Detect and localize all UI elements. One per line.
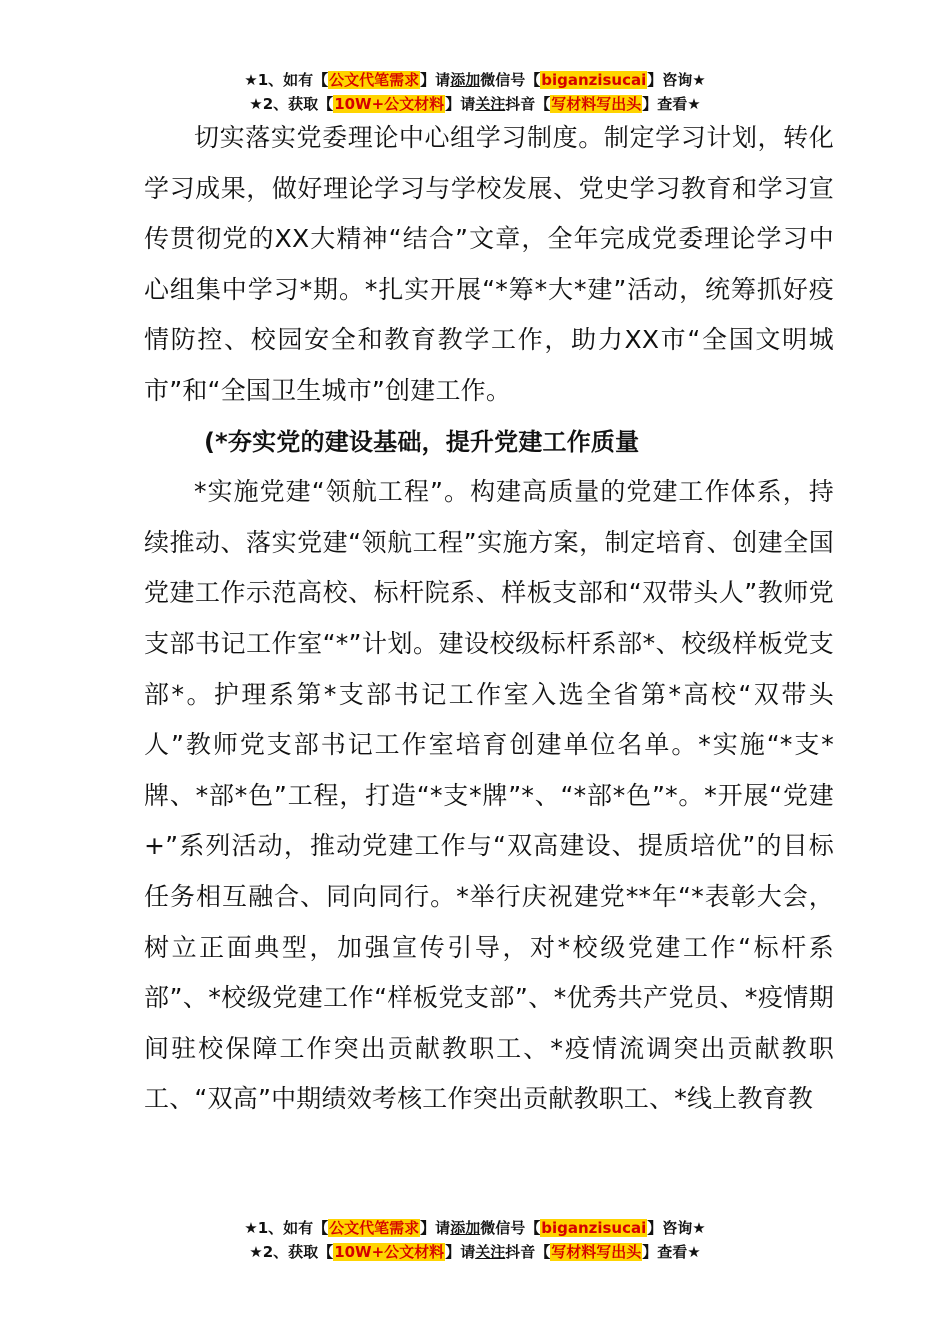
promo-line-2: ★2、获取【10W+公文材料】请关注抖音【写材料写出头】查看★ — [249, 95, 701, 113]
section-heading: (*夯实党的建设基础，提升党建工作质量 — [204, 427, 640, 456]
promo-highlight-wechat-id: biganzisucai — [541, 1219, 647, 1237]
promo-line-1: ★1、如有【公文代笔需求】请添加微信号【biganzisucai】咨询★ — [244, 1219, 706, 1237]
paragraph-1: 切实落实党委理论中心组学习制度。制定学习计划，转化学习成果，做好理论学习与学校发展、党史学习教育和学习宣传贯彻党的XX大精神“结合”文章，全年完成党委理论学习中心组集中学习*期。*扎实开展“*筹*大*建”活动，统筹抓好疫情防控、校园安全和教育教学工作，助力XX市“全国文明城市”和“全国卫生城市”创建工作。 — [144, 123, 834, 405]
promo-banner-bottom — [0, 1216, 950, 1264]
document-body — [144, 113, 834, 1125]
promo-highlight-service: 公文代笔需求 — [329, 1219, 420, 1237]
promo-banner-top — [0, 68, 950, 116]
paragraph-2: *实施党建“领航工程”。构建高质量的党建工作体系，持续推动、落实党建“领航工程”实施方案，制定培育、创建全国党建工作示范高校、标杆院系、样板支部和“双带头人”教师党支部书记工作室“*”计划。建设校级标杆系部*、校级样板党支部*。护理系第*支部书记工作室入选全省第*高校“双带头人”教师党支部书记工作室培育创建单位名单。*实施“*支*牌、*部*色”工程，打造“*支*牌”*、“*部*色”*。*开展“党建+”系列活动，推动党建工作与“双高建设、提质培优”的目标任务相互融合、同向同行。*举行庆祝建党**年“*表彰大会，树立正面典型，加强宣传引导，对*校级党建工作“标杆系部”、*校级党建工作“样板党支部”、*优秀共产党员、*疫情期间驻校保障工作突出贡献教职工、*疫情流调突出贡献教职工、“双高”中期绩效考核工作突出贡献教职工、*线上教育教 — [144, 477, 834, 1114]
promo-highlight-service: 公文代笔需求 — [329, 71, 420, 89]
promo-highlight-wechat-id: biganzisucai — [541, 71, 647, 89]
promo-line-1: ★1、如有【公文代笔需求】请添加微信号【biganzisucai】咨询★ — [244, 71, 706, 89]
promo-highlight-douyin: 写材料写出头 — [551, 95, 642, 113]
promo-highlight-materials: 10W+公文材料 — [334, 95, 445, 113]
promo-highlight-materials: 10W+公文材料 — [334, 1243, 445, 1261]
promo-highlight-douyin: 写材料写出头 — [551, 1243, 642, 1261]
promo-line-2: ★2、获取【10W+公文材料】请关注抖音【写材料写出头】查看★ — [249, 1243, 701, 1261]
